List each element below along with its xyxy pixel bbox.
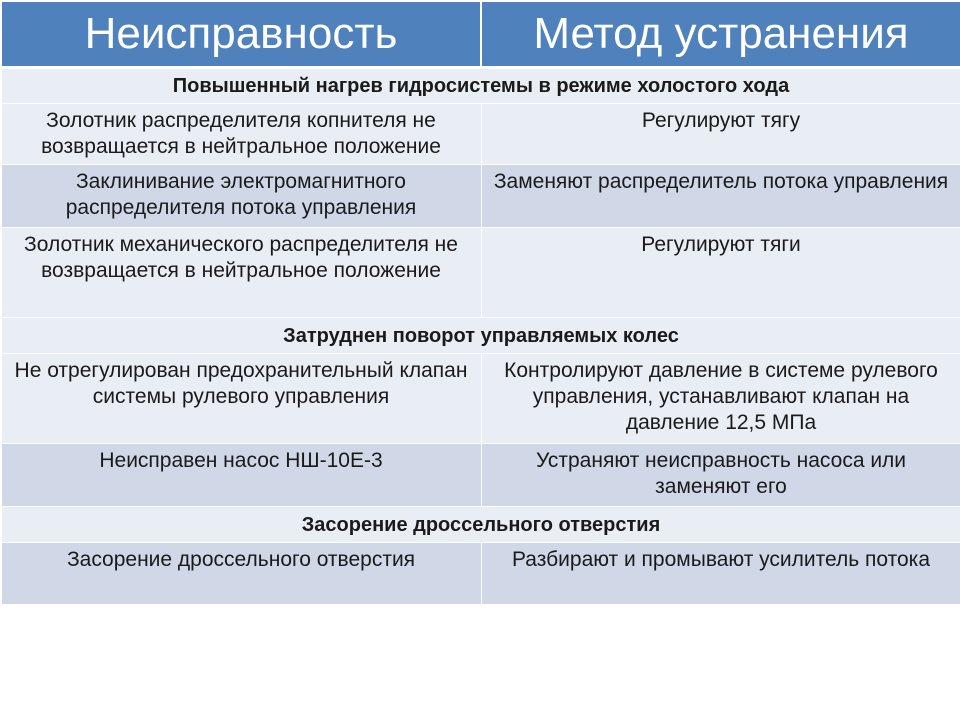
fix-cell: Устраняют неисправность насоса или заменяют его (481, 444, 960, 507)
fault-cell: Заклинивание электромагнитного распределителя потока управления (1, 165, 481, 228)
fix-cell: Заменяют распределитель потока управления (481, 165, 960, 228)
fault-cell: Неисправен насос НШ-10Е-3 (1, 444, 481, 507)
section-row (1, 318, 960, 354)
section-title: Затруднен поворот управляемых колес (1, 318, 960, 354)
fix-cell: Разбирают и промывают усилитель потока (481, 543, 960, 605)
fault-cell: Золотник распределителя копнителя не возвращается в нейтральное положение (1, 104, 481, 165)
table-row (1, 165, 960, 228)
table-row (1, 104, 960, 165)
table-row (1, 444, 960, 507)
section-row (1, 507, 960, 543)
fault-cell: Не отрегулирован предохранительный клапан системы рулевого управления (1, 354, 481, 444)
section-title: Засорение дроссельного отверстия (1, 507, 960, 543)
fix-cell: Регулируют тягу (481, 104, 960, 165)
fix-cell: Контролируют давление в системе рулевого управления, устанавливают клапан на давление 12,5 МПа (481, 354, 960, 444)
table-header-row (1, 1, 960, 68)
section-title: Повышенный нагрев гидросистемы в режиме холостого хода (1, 68, 960, 104)
fault-cell: Засорение дроссельного отверстия (1, 543, 481, 605)
fix-cell: Регулируют тяги (481, 228, 960, 318)
header-fault: Неисправность (1, 1, 481, 68)
header-method: Метод устранения (481, 1, 960, 68)
table-row (1, 228, 960, 318)
table-row (1, 543, 960, 605)
section-row (1, 68, 960, 104)
fault-cell: Золотник механического распределителя не возвращается в нейтральное положение (1, 228, 481, 318)
table-row (1, 354, 960, 444)
